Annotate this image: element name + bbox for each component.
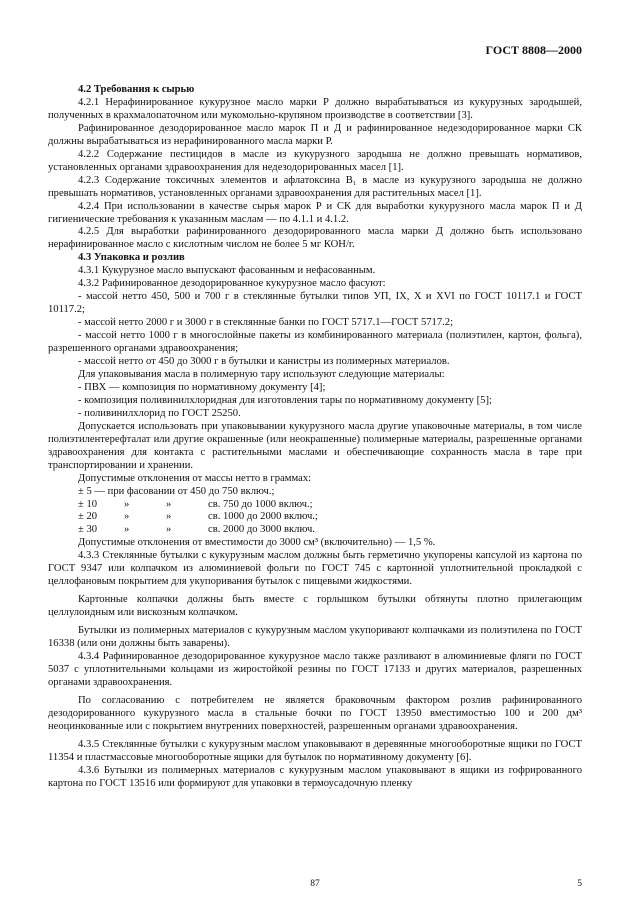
list-item: - массой нетто 2000 г и 3000 г в стеклянные банки по ГОСТ 5717.1—ГОСТ 5717.2; xyxy=(78,317,454,329)
paragraph-4-3-2: 4.3.2 Рафинированное дезодорированное кукурузное масло фасуют: xyxy=(78,278,386,290)
paragraph-materials-intro: Для упаковывания масла в полимерную тару используют следующие материалы: xyxy=(78,368,445,380)
deviation-row: ± 20 » » св. 1000 до 2000 включ.; xyxy=(78,511,318,523)
section-4-3-heading: 4.3 Упаковка и розлив xyxy=(78,252,185,264)
section-4-2-heading: 4.2 Требования к сырью xyxy=(78,84,195,95)
list-item: - массой нетто 450, 500 и 700 г в стеклянные бутылки типов УП, IX, X и XVI по ГОСТ 10117.1 и ГОСТ 10117.2; xyxy=(48,291,582,316)
paragraph-4-3-1: 4.3.1 Кукурузное масло выпускают фасованным и нефасованным. xyxy=(78,265,376,277)
list-item: - массой нетто 1000 г в многослойные пакеты из комбинированного материала (полиэтилен, картон, фольга), разрешенного органами здравоохранения; xyxy=(48,330,582,355)
list-item: - ПВХ — композиция по нормативному документу [4]; xyxy=(78,381,326,393)
deviation-row: ± 10 » » св. 750 до 1000 включ.; xyxy=(78,498,313,510)
list-item: - поливинилхлорид по ГОСТ 25250. xyxy=(78,407,241,419)
paragraph-other-materials: Допускается использовать при упаковывании кукурузного масла другие упаковочные материалы, в том числе полиэтилентерефталат или другие окрашенные (или неокрашенные) полимерные материалы, разрешенные органами здравоохранения для контакта с растительными маслами и обеспечивающие сохранность масла в таре при транспортировании и хранении. xyxy=(48,420,582,471)
paragraph-4-3-5: 4.3.5 Стеклянные бутылки с кукурузным маслом упаковывают в деревянные многооборотные ящики по ГОСТ 11354 и пластмассовые многооборотные ящики для бутылок по нормативному документу [6]. xyxy=(48,738,582,763)
document-body xyxy=(48,84,582,791)
deviation-row: ± 30 » » св. 2000 до 3000 включ. xyxy=(78,524,315,536)
list-item: - композиция поливинилхлоридная для изготовления тары по нормативному документу [5]; xyxy=(78,394,492,406)
list-item: - массой нетто от 450 до 3000 г в бутылки и канистры из полимерных материалов. xyxy=(78,356,450,368)
paragraph-4-2-1-b: Рафинированное дезодорированное масло марок П и Д и рафинированное недезодорированное марки СК должны вырабатываться из нерафинированного масла марки Р. xyxy=(48,122,582,147)
paragraph-4-2-5: 4.2.5 Для выработки рафинированного дезодорированного масла марки Д должно быть использовано нерафинированное масло с кислотным числом не более 5 мг КОН/г. xyxy=(48,226,582,251)
paragraph-4-2-1: 4.2.1 Нерафинированное кукурузное масло марки Р должно вырабатываться из кукурузных зародышей, полученных в крахмалопаточном или мукомольно-крупяном производстве в соответствии [3]. xyxy=(48,96,582,121)
page-number: 5 xyxy=(577,879,582,889)
footer-center-number: 87 xyxy=(310,879,320,889)
paragraph-4-2-4: 4.2.4 При использовании в качестве сырья марок Р и СК для выработки кукурузного масла марок П и Д гигиенические требования к указанным маслам — по 4.1.1 и 4.1.2. xyxy=(48,200,582,225)
paragraph-volume-deviation: Допустимые отклонения от вместимости до 3000 см³ (включительно) — 1,5 %. xyxy=(78,537,436,549)
paragraph-4-3-3-c: Бутылки из полимерных материалов с кукурузным маслом укупоривают колпачками из полиэтилена по ГОСТ 16338 (или они должны быть заварены). xyxy=(48,625,582,650)
paragraph-4-3-6: 4.3.6 Бутылки из полимерных материалов с кукурузным маслом упаковывают в ящики из гофрированного картона по ГОСТ 13516 или формируют для упаковки в термоусадочную пленку xyxy=(48,764,582,789)
paragraph-4-3-4: 4.3.4 Рафинированное дезодорированное кукурузное масло также разливают в алюминиевые фляги по ГОСТ 5037 с уплотнительными кольцами из жиростойкой резины по ГОСТ 17133 и других материалов, разрешенных органами здравоохранения. xyxy=(48,650,582,688)
paragraph-4-2-3: 4.2.3 Содержание токсичных элементов и афлатоксина B₁ в масле из кукурузного зародыша не должно превышать нормативов, установленных органами здравоохранения для растительных масел [1]. xyxy=(48,174,582,199)
paragraph-4-2-2: 4.2.2 Содержание пестицидов в масле из кукурузного зародыша не должно превышать нормативов, установленных органами здравоохранения для недезодорированных масел [1]. xyxy=(48,148,582,173)
deviation-row: ± 5 — при фасовании от 450 до 750 включ.; xyxy=(78,485,275,497)
paragraph-deviations-intro: Допустимые отклонения от массы нетто в граммах: xyxy=(78,472,312,484)
header-standard-title: ГОСТ 8808—2000 xyxy=(485,43,582,57)
paragraph-4-3-4-b: По согласованию с потребителем не является браковочным фактором розлив рафинированного дезодорированного кукурузного масла в стальные бочки по ГОСТ 13950 вместимостью 100 и 200 дм³ неоцинкованные или с покрытием внутренних поверхностей, разрешенным органами здравоохранения. xyxy=(48,694,582,732)
paragraph-4-3-3-b: Картонные колпачки должны быть вместе с горлышком бутылки обтянуты плотно прилегающим целлулоидным или вискозным колпачком. xyxy=(48,594,582,619)
paragraph-4-3-3: 4.3.3 Стеклянные бутылки с кукурузным маслом должны быть герметично укупорены капсулой из картона по ГОСТ 9347 или колпачком из алюминиевой фольги по ГОСТ 745 с картонной уплотнительной прокладкой с целлофановым покрытием для укупоривания бутылок с пищевыми жидкостями. xyxy=(48,550,582,588)
